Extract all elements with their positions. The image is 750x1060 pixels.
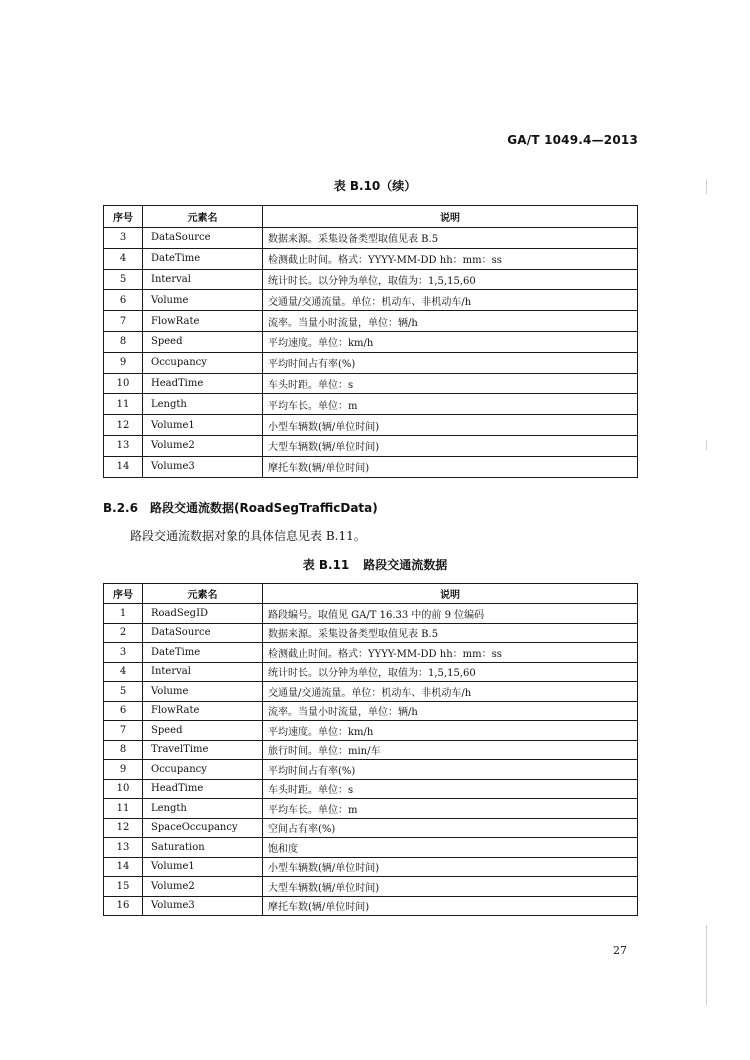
table-row (104, 662, 638, 682)
page-number: 27 (613, 944, 627, 957)
description-cell: 平均时间占有率(%) (263, 760, 638, 780)
row-number-cell: 4 (104, 248, 143, 269)
row-number-cell: 12 (104, 415, 143, 436)
element-name-cell: Length (143, 799, 263, 819)
row-number-cell: 8 (104, 331, 143, 352)
row-number-cell: 5 (104, 682, 143, 702)
table-row (104, 248, 638, 269)
element-name-cell: Volume1 (143, 415, 263, 436)
description-cell: 平均车长。单位：m (263, 799, 638, 819)
description-cell: 旅行时间。单位：min/车 (263, 740, 638, 760)
description-cell: 小型车辆数(辆/单位时间) (263, 857, 638, 877)
element-name-cell: FlowRate (143, 311, 263, 332)
description-cell: 车头时距。单位：s (263, 373, 638, 394)
description-cell: 车头时距。单位：s (263, 779, 638, 799)
table-row (104, 740, 638, 760)
table-row (104, 269, 638, 290)
standard-code: GA/T 1049.4—2013 (507, 133, 638, 147)
table-row (104, 394, 638, 415)
table-b11-body (104, 604, 638, 916)
description-cell: 平均时间占有率(%) (263, 352, 638, 373)
column-header-no: 序号 (104, 206, 143, 228)
element-name-cell: Volume3 (143, 896, 263, 916)
description-cell: 流率。当量小时流量，单位：辆/h (263, 701, 638, 721)
row-number-cell: 6 (104, 701, 143, 721)
description-cell: 交通量/交通流量。单位：机动车、非机动车/h (263, 290, 638, 311)
element-name-cell: Speed (143, 331, 263, 352)
table-row (104, 721, 638, 741)
element-name-cell: Length (143, 394, 263, 415)
element-name-cell: FlowRate (143, 701, 263, 721)
table-row (104, 799, 638, 819)
table-b10 (103, 205, 638, 478)
row-number-cell: 13 (104, 838, 143, 858)
element-name-cell: Saturation (143, 838, 263, 858)
row-number-cell: 10 (104, 373, 143, 394)
description-cell: 大型车辆数(辆/单位时间) (263, 877, 638, 897)
description-cell: 小型车辆数(辆/单位时间) (263, 415, 638, 436)
row-number-cell: 12 (104, 818, 143, 838)
table-row (104, 604, 638, 624)
row-number-cell: 4 (104, 662, 143, 682)
table-b11-caption (0, 556, 750, 573)
description-cell: 摩托车数(辆/单位时间) (263, 456, 638, 477)
scan-edge-mark (706, 180, 707, 194)
table-row (104, 682, 638, 702)
table-row (104, 623, 638, 643)
table-row (104, 415, 638, 436)
section-title: 路段交通流数据(RoadSegTrafficData) (149, 501, 378, 515)
element-name-cell: SpaceOccupancy (143, 818, 263, 838)
table-row (104, 779, 638, 799)
element-name-cell: Volume1 (143, 857, 263, 877)
element-name-cell: DataSource (143, 623, 263, 643)
table-row (104, 435, 638, 456)
section-paragraph: 路段交通流数据对象的具体信息见表 B.11。 (130, 529, 366, 543)
row-number-cell: 5 (104, 269, 143, 290)
scan-edge-mark (706, 925, 707, 1005)
row-number-cell: 14 (104, 857, 143, 877)
element-name-cell: TravelTime (143, 740, 263, 760)
table-row (104, 896, 638, 916)
row-number-cell: 6 (104, 290, 143, 311)
description-cell: 摩托车数(辆/单位时间) (263, 896, 638, 916)
description-cell: 交通量/交通流量。单位：机动车、非机动车/h (263, 682, 638, 702)
row-number-cell: 15 (104, 877, 143, 897)
table-row (104, 643, 638, 663)
element-name-cell: Interval (143, 269, 263, 290)
element-name-cell: Volume2 (143, 877, 263, 897)
row-number-cell: 11 (104, 799, 143, 819)
element-name-cell: Occupancy (143, 352, 263, 373)
element-name-cell: DataSource (143, 228, 263, 249)
scan-edge-mark (706, 440, 707, 450)
description-cell: 数据来源。采集设备类型取值见表 B.5 (263, 228, 638, 249)
row-number-cell: 14 (104, 456, 143, 477)
section-heading (103, 499, 378, 516)
element-name-cell: DateTime (143, 248, 263, 269)
element-name-cell: HeadTime (143, 779, 263, 799)
row-number-cell: 9 (104, 352, 143, 373)
section-number: B.2.6 (103, 501, 138, 515)
description-cell: 路段编号。取值见 GA/T 16.33 中的前 9 位编码 (263, 604, 638, 624)
element-name-cell: Speed (143, 721, 263, 741)
table-row (104, 228, 638, 249)
element-name-cell: HeadTime (143, 373, 263, 394)
description-cell: 平均速度。单位：km/h (263, 721, 638, 741)
element-name-cell: Volume (143, 290, 263, 311)
description-cell: 统计时长。以分钟为单位，取值为：1,5,15,60 (263, 662, 638, 682)
element-name-cell: Volume2 (143, 435, 263, 456)
column-header-description: 说明 (263, 206, 638, 228)
row-number-cell: 8 (104, 740, 143, 760)
description-cell: 流率。当量小时流量，单位：辆/h (263, 311, 638, 332)
table-row (104, 373, 638, 394)
description-cell: 统计时长。以分钟为单位，取值为：1,5,15,60 (263, 269, 638, 290)
row-number-cell: 13 (104, 435, 143, 456)
table-b10-caption: 表 B.10（续） (333, 179, 417, 193)
table-row (104, 760, 638, 780)
row-number-cell: 1 (104, 604, 143, 624)
row-number-cell: 7 (104, 721, 143, 741)
row-number-cell: 7 (104, 311, 143, 332)
row-number-cell: 16 (104, 896, 143, 916)
table-row (104, 818, 638, 838)
element-name-cell: Volume (143, 682, 263, 702)
row-number-cell: 2 (104, 623, 143, 643)
table-b11-caption-title: 路段交通流数据 (363, 558, 448, 572)
table-row (104, 290, 638, 311)
column-header-element: 元素名 (143, 584, 263, 604)
element-name-cell: Volume3 (143, 456, 263, 477)
row-number-cell: 11 (104, 394, 143, 415)
table-row (104, 877, 638, 897)
element-name-cell: DateTime (143, 643, 263, 663)
table-row (104, 857, 638, 877)
table-b11-caption-number: 表 B.11 (302, 558, 350, 572)
description-cell: 空间占有率(%) (263, 818, 638, 838)
description-cell: 数据来源。采集设备类型取值见表 B.5 (263, 623, 638, 643)
element-name-cell: Occupancy (143, 760, 263, 780)
row-number-cell: 3 (104, 228, 143, 249)
column-header-element: 元素名 (143, 206, 263, 228)
description-cell: 平均车长。单位：m (263, 394, 638, 415)
row-number-cell: 9 (104, 760, 143, 780)
table-row (104, 311, 638, 332)
description-cell: 平均速度。单位：km/h (263, 331, 638, 352)
table-header-row (104, 206, 638, 228)
table-b10-body (104, 228, 638, 478)
table-row (104, 331, 638, 352)
column-header-no: 序号 (104, 584, 143, 604)
table-row (104, 456, 638, 477)
description-cell: 饱和度 (263, 838, 638, 858)
table-row (104, 701, 638, 721)
table-b11 (103, 583, 638, 916)
description-cell: 大型车辆数(辆/单位时间) (263, 435, 638, 456)
table-row (104, 352, 638, 373)
description-cell: 检测截止时间。格式：YYYY-MM-DD hh：mm：ss (263, 643, 638, 663)
element-name-cell: RoadSegID (143, 604, 263, 624)
element-name-cell: Interval (143, 662, 263, 682)
column-header-description: 说明 (263, 584, 638, 604)
table-header-row (104, 584, 638, 604)
description-cell: 检测截止时间。格式：YYYY-MM-DD hh：mm：ss (263, 248, 638, 269)
table-row (104, 838, 638, 858)
row-number-cell: 3 (104, 643, 143, 663)
row-number-cell: 10 (104, 779, 143, 799)
